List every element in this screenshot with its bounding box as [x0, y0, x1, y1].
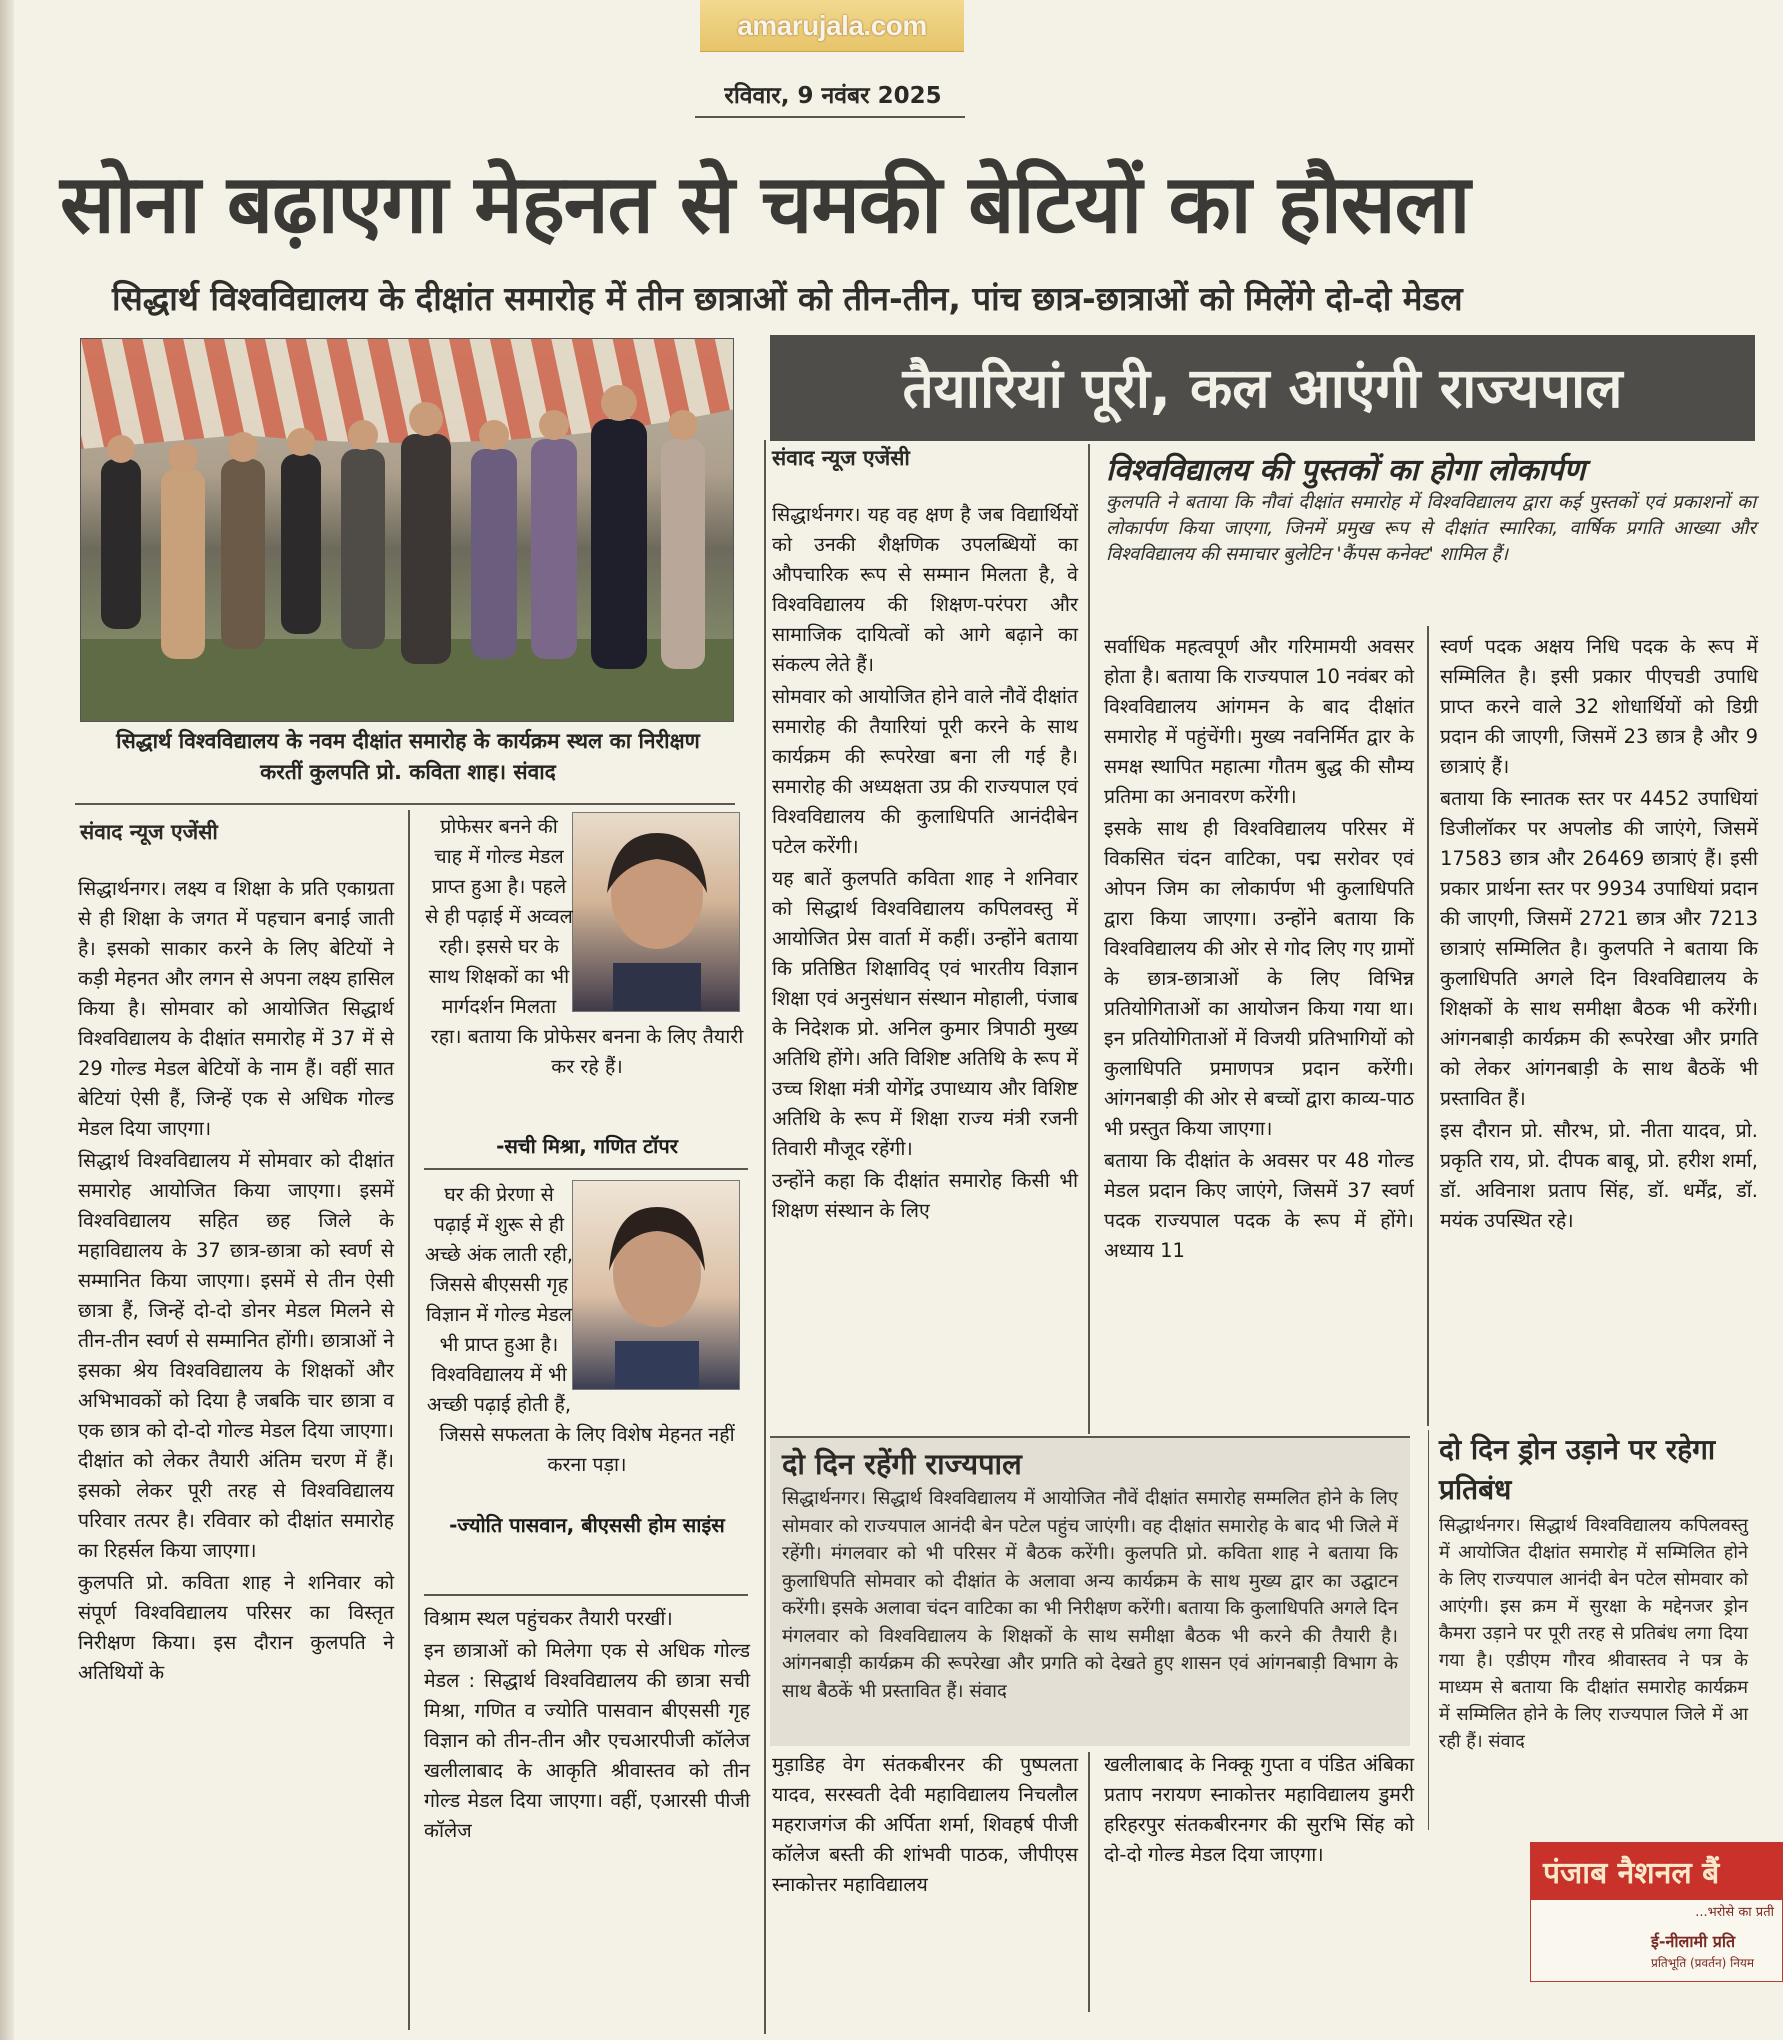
rule-vertical-left [408, 810, 410, 2030]
right-story-col1 [772, 500, 1078, 1228]
rule-vertical-bottom [1088, 1752, 1090, 2012]
ad-line1: ...भरोसे का प्रती [1695, 1905, 1774, 1920]
ad-line2: ई-नीलामी प्रति [1651, 1932, 1736, 1951]
rule-vertical-right-2 [1427, 626, 1429, 1426]
left-story-p3: कुलपति प्रो. कविता शाह ने शनिवार को संपूर्ण विश्वविद्यालय परिसर का विस्तृत निरीक्षण किया। इस दौरान कुलपति ने अतिथियों के [78, 1571, 394, 1684]
right-col1-p1: सिद्धार्थनगर। यह वह क्षण है जब विद्यार्थियों को उनकी शैक्षणिक उपलब्धियों का औपचारिक रूप से सम्मान मिलता है, वे विश्वविद्यालय की शिक्षण-परंपरा और सामाजिक दायित्वों को आगे बढ़ाने का संकल्प लेते हैं। [772, 503, 1078, 676]
mid-left-p1: विश्राम स्थल पहुंचकर तैयारी परखीं। [424, 1607, 673, 1630]
bottom-col1 [772, 1750, 1078, 1902]
quote1-author: -सची मिश्रा, गणित टॉपर [496, 1134, 678, 1158]
quote2-text [424, 1180, 750, 1560]
governor-box-title: दो दिन रहेंगी राज्यपाल [782, 1447, 1022, 1481]
right-col1-p4: उन्होंने कहा कि दीक्षांत समारोह किसी भी शिक्षण संस्थान के लिए [772, 1169, 1078, 1222]
bottom-col2 [1104, 1750, 1414, 1872]
right-col1-p2: सोमवार को आयोजित होने वाले नौवें दीक्षांत समारोह की तैयारियां पूरी करने के साथ कार्यक्रम की रूपरेखा बना ली गई है। समारोह की अध्यक्षता उप्र की राज्यपाल एवं विश्वविद्यालय की कुलाधिपति आनंदीबेन पटेल करेंगी। [772, 685, 1078, 858]
right-col2-p2: इसके साथ ही विश्वविद्यालय परिसर में विकसित चंदन वाटिका, पद्म सरोवर एवं ओपन जिम का लोकार्पण भी कुलाधिपति द्वारा किया जाएगा। उन्होंने बताया कि विश्वविद्यालय की ओर से गोद लिए गए ग्रामों के छात्र-छात्राओं के लिए विभिन्न प्रतियोगिताओं का आयोजन किया गया था। इन प्रतियोगिताओं में विजयी प्रतिभागियों को कुलाधिपति प्रमाणपत्र प्रदान करेंगी। आंगनबाड़ी की ओर से बच्चों द्वारा काव्य-पाठ भी प्रस्तुत किया जाएगा। [1104, 817, 1414, 1140]
rule-vertical-right-1 [1088, 444, 1090, 1434]
quote2-body: घर की प्रेरणा से पढ़ाई में शुरू से ही अच्छे अंक लाती रही, जिससे बीएससी गृह विज्ञान में गोल्ड मेडल भी प्राप्त हुआ है। विश्वविद्यालय में भी अच्छी पढ़ाई होती हैं, जिससे सफलता के लिए विशेष मेहनत नहीं करना पड़ा। [424, 1180, 750, 1480]
quote-photo-spacer [574, 1180, 750, 1396]
rule-quote-divider [424, 1168, 748, 1170]
ad-title: पंजाब नैशनल बैं [1531, 1843, 1782, 1900]
main-photo-caption: सिद्धार्थ विश्वविद्यालय के नवम दीक्षांत समारोह के कार्यक्रम स्थल का निरीक्षण करतीं कुलपति प्रो. कविता शाह। संवाद [116, 729, 700, 784]
left-story-column [78, 874, 394, 1690]
right-story-col3 [1440, 632, 1758, 1238]
quote-photo-spacer [574, 812, 750, 1018]
bottom-col2-text: खलीलाबाद के निक्कू गुप्ता व पंडित अंबिका प्रताप नरायण स्नाकोत्तर महाविद्यालय डुमरी हरिहरपुर संतकबीरनगर की सुरभि सिंह को दो-दो गोल्ड मेडल दिया जाएगा। [1104, 1753, 1414, 1866]
right-headline-banner [770, 335, 1755, 441]
quote2-author: -ज्योति पासवान, बीएससी होम साइंस [449, 1513, 725, 1537]
governor-box [770, 1436, 1410, 1746]
rule-below-caption [75, 803, 735, 805]
right-col2-p1: सर्वाधिक महत्वपूर्ण और गरिमामयी अवसर होता है। बताया कि राज्यपाल 10 नवंबर को विश्वविद्यालय आंगमन के बाद दीक्षांत समारोह में पहुंचेंगी। मुख्य नवनिर्मित द्वार के समक्ष स्थापित महात्मा गौतम बुद्ध की सौम्य प्रतिमा का अनावरण करेंगी। [1104, 635, 1414, 808]
bottom-col1-text: मुड़ाडिह वेग संतकबीरनर की पुष्पलता यादव, सरस्वती देवी महाविद्यालय निचलौल महराजगंज की अर्पिता शर्मा, शिवहर्ष पीजी कॉलेज बस्ती की शांभवी पाठक, जीपीएस स्नाकोत्तर महाविद्यालय [772, 1753, 1078, 1896]
main-photo-illustration [81, 339, 734, 722]
drone-box [1428, 1430, 1758, 1830]
right-col3-p1: स्वर्ण पदक अक्षय निधि पदक के रूप में सम्मिलित है। इसी प्रकार पीएचडी उपाधि प्राप्त करने वाले 32 शोधार्थियों को डिग्री प्रदान की जाएगी, जिसमें 23 छात्र है और 9 छात्राएं हैं। [1440, 635, 1758, 778]
mid-left-p2: इन छात्राओं को मिलेगा एक से अधिक गोल्ड मेडल : सिद्धार्थ विश्वविद्यालय की छात्रा सची मिश्रा, गणित व ज्योति पासवान बीएससी गृह विज्ञान को तीन-तीन और एचआरपीजी कॉलेज खलीलाबाद के आकृति श्रीवास्तव को तीन गोल्ड मेडल दिया जाएगा। वहीं, एआरसी पीजी कॉलेज [424, 1639, 750, 1842]
left-story-p2: सिद्धार्थ विश्वविद्यालय में सोमवार को दीक्षांत समारोह आयोजित किया जाएगा। इसमें विश्वविद्यालय सहित छह जिले के महाविद्यालय के 37 छात्र-छात्रा को स्वर्ण से सम्मानित किया जाएगा। इसमें से तीन ऐसी छात्रा हैं, जिन्हें दो-दो डोनर मेडल मिलने से तीन-तीन स्वर्ण से सम्मानित होंगी। छात्राओं ने इसका श्रेय विश्वविद्यालय के शिक्षकों और अभिभावकों को दिया है जबकि चार छात्रा व एक छात्र को दो-दो गोल्ड मेडल दिया जाएगा। दीक्षांत को लेकर तैयारी अंतिम चरण में हैं। इसको लेकर पूरी तरह से विश्वविद्यालय परिवार तत्पर है। रविवार को दीक्षांत समारोह का रिहर्सल किया जाएगा। [78, 1149, 394, 1562]
left-byline: संवाद न्यूज एजेंसी [80, 820, 218, 844]
masthead-logo-box [700, 0, 964, 52]
quote1-body: प्रोफेसर बनने की चाह में गोल्ड मेडल प्राप्त हुआ है। पहले से ही पढ़ाई में अव्वल रही। इससे घर के साथ शिक्षकों का भी मार्गदर्शन मिलता रहा। बताया कि प्रोफेसर बनना के लिए तैयारी कर रहे हैं। [424, 812, 750, 1082]
right-story-col2 [1104, 632, 1414, 1268]
masthead-date: रविवार, 9 नवंबर 2025 [724, 83, 942, 109]
rule-quote-bottom [424, 1594, 748, 1596]
right-col3-p3: इस दौरान प्रो. सौरभ, प्रो. नीता यादव, प्रो. प्रकृति राय, प्रो. दीपक बाबू, प्रो. हरीश शर्मा, डॉ. अविनाश प्रताप सिंह, डॉ. धर्मेंद्र, डॉ. मयंक उपस्थित रहे। [1440, 1119, 1758, 1232]
ad-line3: प्रतिभूति (प्रवर्तन) नियम [1651, 1956, 1755, 1970]
headline: सोना बढ़ाएगा मेहनत से चमकी बेटियों का हौसला [60, 158, 1470, 252]
pnb-ad [1530, 1842, 1783, 1982]
right-byline: संवाद न्यूज एजेंसी [772, 446, 910, 470]
right-col3-p2: बताया कि स्नातक स्तर पर 4452 उपाधियां डिजीलॉकर पर अपलोड की जाएंगे, जिसमें 17583 छात्र और 26469 छात्राएं हैं। इसी प्रकार प्रार्थना स्तर पर 9934 उपाधियां प्रदान की जाएगी, जिसमें 2721 छात्र और 7213 छात्राएं सम्मिलित है। कुलपति ने बताया कि कुलाधिपति अगले दिन विश्वविद्यालय के शिक्षकों के साथ समीक्षा बैठक भी करेंगी। आंगनबाड़ी कार्यक्रम की रूपरेखा और प्रगति को लेकर आंगनबाड़ी के साथ बैठकें भी प्रस्तावित हैं। [1440, 787, 1758, 1110]
subheadline: सिद्धार्थ विश्वविद्यालय के दीक्षांत समारोह में तीन छात्राओं को तीन-तीन, पांच छात्र-छात्राओं को मिलेंगे दो-दो मेडल [112, 279, 1463, 318]
governor-box-text: सिद्धार्थनगर। सिद्धार्थ विश्वविद्यालय में आयोजित नौवें दीक्षांत समारोह सम्मलित होने के लिए सोमवार को राज्यपाल आनंदी बेन पटेल पहुंच जाएंगी। वह दीक्षांत समारोह के बाद भी जिले में रहेंगी। मंगलवार को भी परिसर में बैठक करेंगी। कुलपति प्रो. कविता शाह ने बताया कि कुलाधिपति सोमवार को दीक्षांत के अलावा अन्य कार्यक्रम के साथ मुख्य द्वार का उद्घाटन करेंगी। इसके अलावा चंदन वाटिका का भी निरीक्षण करेंगी। बताया कि कुलाधिपति अगले दिन मंगलवार को विश्वविद्यालय के शिक्षकों के साथ समीक्षा बैठक भी करने की तैयारी है। आंगनबाड़ी कार्यक्रम की रूपरेखा और प्रगति को देखते हुए शासन एवं आंगनबाड़ी विभाग के साथ बैठकें भी प्रस्तावित हैं। संवाद [782, 1488, 1398, 1702]
right-col2-p3: बताया कि दीक्षांत के अवसर पर 48 गोल्ड मेडल प्रदान किए जाएंगे, जिसमें 37 स्वर्ण पदक राज्यपाल पदक के रूप में होंगे। अध्याय 11 [1104, 1149, 1414, 1262]
drone-box-title: दो दिन ड्रोन उड़ाने पर रहेगा प्रतिबंध [1439, 1433, 1716, 1506]
mid-left-text [424, 1604, 750, 1848]
right-col1-p3: यह बातें कुलपति कविता शाह ने शनिवार को सिद्धार्थ विश्वविद्यालय कपिलवस्तु में आयोजित प्रेस वार्ता में कहीं। उन्होंने बताया कि प्रतिष्ठित शिक्षाविद् एवं भारतीय विज्ञान शिक्षा एवं अनुसंधान संस्थान मोहाली, पंजाब के निदेशक प्रो. अनिल कुमार त्रिपाठी मुख्य अतिथि होंगे। अति विशिष्ट अतिथि के रूप में उच्च शिक्षा मंत्री योगेंद्र उपाध्याय और विशिष्ट अतिथि के रूप में शिक्षा राज्य मंत्री रजनी तिवारी मौजूद रहेंगी। [772, 867, 1078, 1160]
rule-vertical-center [764, 440, 766, 2034]
main-photo [80, 338, 734, 722]
left-story-p1: सिद्धार्थनगर। लक्ष्य व शिक्षा के प्रति एकाग्रता से ही शिक्षा के जगत में पहचान बनाई जाती है। इसको साकार करने के लिए बेटियों ने कड़ी मेहनत और लगन से अपना लक्ष्य हासिल किया है। सोमवार को आयोजित सिद्धार्थ विश्वविद्यालय के दीक्षांत समारोह में 37 में से 29 गोल्ड मेडल बेटियों के नाम हैं। वहीं सात बेटियां ऐसी हैं, जिन्हें एक से अधिक गोल्ड मेडल दिया जाएगा। [78, 877, 394, 1140]
masthead-logo: amarujala.com [737, 10, 927, 41]
books-text: कुलपति ने बताया कि नौवां दीक्षांत समारोह में विश्वविद्यालय द्वारा कई पुस्तकों एवं प्रकाशनों का लोकार्पण किया जाएगा, जिनमें प्रमुख रूप से दीक्षांत स्मारिका, वार्षिक प्रगति आख्या और विश्वविद्यालय की समाचार बुलेटिन 'कैंपस कनेक्ट' शामिल हैं। [1106, 492, 1756, 565]
right-headline: तैयारियां पूरी, कल आएंगी राज्यपाल [902, 356, 1623, 420]
masthead-divider [695, 116, 965, 118]
quote1-text [424, 812, 750, 1158]
books-subheadline: विश्वविद्यालय की पुस्तकों का होगा लोकार्पण [1106, 453, 1586, 488]
drone-box-text: सिद्धार्थनगर। सिद्धार्थ विश्वविद्यालय कपिलवस्तु में आयोजित दीक्षांत समारोह में सम्मिलित होने के लिए राज्यपाल आनंदी बेन पटेल सोमवार को आएंगी। इस क्रम में सुरक्षा के मद्देनजर ड्रोन कैमरा उड़ाने पर पूरी तरह से प्रतिबंध लगा दिया गया है। एडीएम गौरव श्रीवास्तव ने पत्र के माध्यम से बताया कि दीक्षांत समारोह कार्यक्रम में सम्मिलित होने के लिए राज्यपाल जिले में आ रही हैं। संवाद [1439, 1515, 1748, 1752]
scan-edge [0, 0, 14, 2040]
